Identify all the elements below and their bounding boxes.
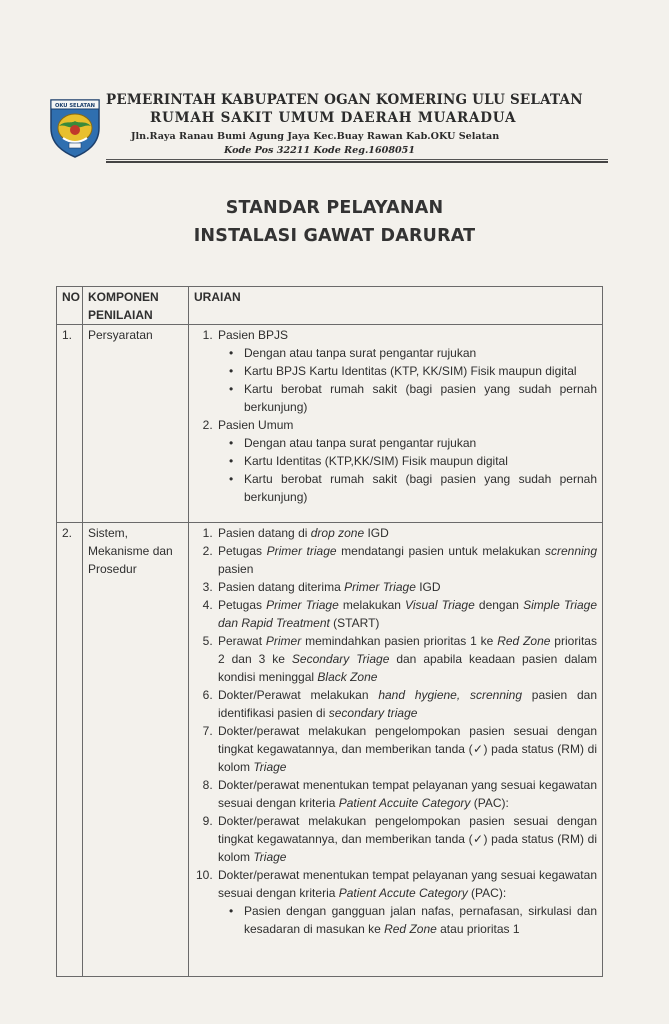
header-komponen: KOMPONEN PENILAIAN: [83, 287, 189, 325]
list-item: [216, 416, 597, 506]
procedure-step-5: 5. Perawat Primer memindahkan pasien prioritas 1 ke Red Zone prioritas 2 dan 3 ke Secondary Triage dan apabila keadaan pasien dalam kondisi meninggal Black Zone: [216, 632, 597, 686]
bullet-item: • Kartu berobat rumah sakit (bagi pasien yang sudah pernah berkunjung): [242, 470, 597, 506]
row-description: [189, 523, 603, 977]
procedure-step-4: 4. Petugas Primer Triage melakukan Visual Triage dengan Simple Triage dan Rapid Treatment (START): [216, 596, 597, 632]
header-uraian: URAIAN: [189, 287, 603, 325]
procedure-step-6: 6. Dokter/Perawat melakukan hand hygiene, screnning pasien dan identifikasi pasien di secondary triage: [216, 686, 597, 722]
document-subtitle: INSTALASI GAWAT DARURAT: [193, 226, 476, 246]
procedure-step-8: 8. Dokter/perawat menentukan tempat pelayanan yang sesuai kegawatan sesuai dengan kriteria Patient Accuite Category (PAC):: [216, 776, 597, 812]
table-row-persyaratan: [57, 325, 603, 523]
table-row-sistem: [57, 523, 603, 977]
row-description: [189, 325, 603, 523]
table-header-row: [57, 287, 603, 325]
service-standard-table: [56, 286, 603, 977]
row-number: 2.: [57, 523, 83, 977]
procedure-step-1: 1. Pasien datang di drop zone IGD: [216, 524, 597, 542]
procedure-step-2: 2. Petugas Primer triage mendatangi pasien untuk melakukan screnning pasien: [216, 542, 597, 578]
letterhead: [106, 92, 606, 156]
letterhead-hospital: RUMAH SAKIT UMUM DAERAH MUARADUA: [150, 110, 517, 126]
bullet-item: • Dengan atau tanpa surat pengantar rujukan: [242, 434, 597, 452]
regency-emblem-icon: [47, 94, 103, 158]
letterhead-address: Jln.Raya Ranau Bumi Agung Jaya Kec.Buay Rawan Kab.OKU Selatan: [131, 131, 500, 142]
procedure-step-9: 9. Dokter/perawat melakukan pengelompokan pasien sesuai dengan tingkat kegawatannya, dan memberikan tanda (✓) pada status (RM) di kolom Triage: [216, 812, 597, 866]
bullet-item: • Kartu berobat rumah sakit (bagi pasien yang sudah pernah berkunjung): [242, 380, 597, 416]
header-no: NO: [57, 287, 83, 325]
group-label-umum: Pasien Umum: [218, 418, 294, 432]
bullet-item: • Dengan atau tanpa surat pengantar rujukan: [242, 344, 597, 362]
procedure-step-7: 7. Dokter/perawat melakukan pengelompokan pasien sesuai dengan tingkat kegawatannya, dan memberikan tanda (✓) pada status (RM) di kolom Triage: [216, 722, 597, 776]
row-number: 1.: [57, 325, 83, 523]
letterhead-rule: [106, 159, 608, 160]
letterhead-government: PEMERINTAH KABUPATEN OGAN KOMERING ULU SELATAN: [106, 92, 583, 108]
row-component: Persyaratan: [83, 325, 189, 523]
group-label-bpjs: Pasien BPJS: [218, 328, 289, 342]
procedure-step-3: 3. Pasien datang diterima Primer Triage IGD: [216, 578, 597, 596]
procedure-step-10: 10. Dokter/perawat menentukan tempat pelayanan yang sesuai kegawatan sesuai dengan kriteria Patient Accute Category (PAC): • Pasien dengan gangguan jalan nafas, pernafasan, sirkulasi dan kesadaran di masukan ke Red Zone atau prioritas 1: [216, 866, 597, 938]
document-title: STANDAR PELAYANAN: [225, 198, 444, 218]
list-item: [216, 326, 597, 416]
bullet-item: • Pasien dengan gangguan jalan nafas, pernafasan, sirkulasi dan kesadaran di masukan ke Red Zone atau prioritas 1: [242, 902, 597, 938]
bullet-item: • Kartu BPJS Kartu Identitas (KTP, KK/SIM) Fisik maupun digital: [242, 362, 597, 380]
bullet-item: • Kartu Identitas (KTP,KK/SIM) Fisik maupun digital: [242, 452, 597, 470]
letterhead-postal-code: Kode Pos 32211 Kode Reg.1608051: [224, 145, 416, 156]
letterhead-rule-thick: [106, 161, 608, 163]
row-component: Sistem, Mekanisme dan Prosedur: [83, 523, 189, 977]
emblem-caption: OKU SELATAN: [54, 103, 96, 110]
